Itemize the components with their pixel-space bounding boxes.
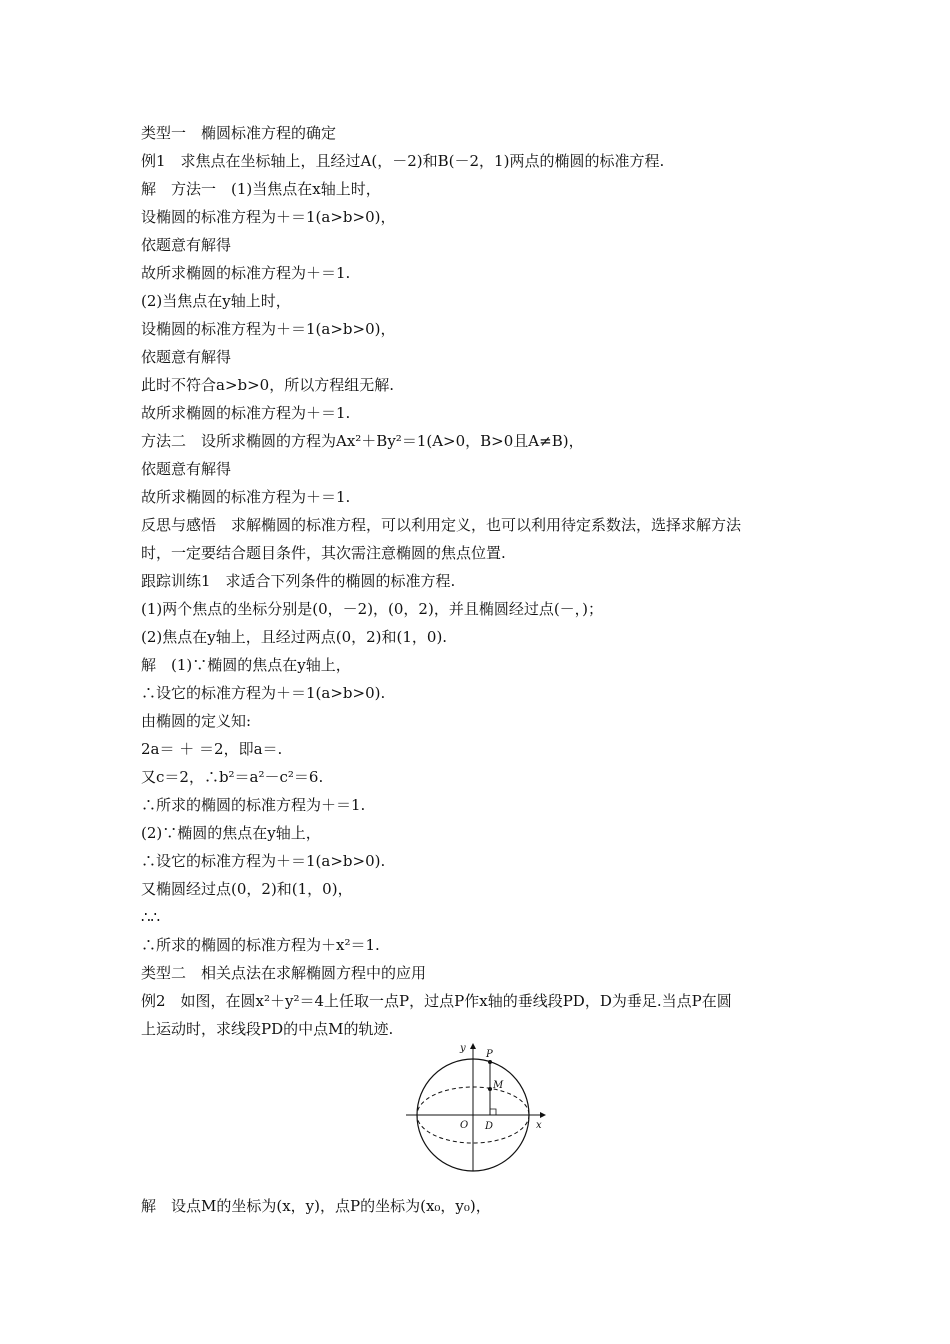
solution-line: ∴所求的椭圆的标准方程为＋x²＝1.	[141, 936, 380, 954]
solution-line: ∴设它的标准方程为＋＝1(a>b>0).	[141, 684, 386, 702]
example-2-solution: 解 设点M的坐标为(x，y)，点P的坐标为(x₀，y₀)，	[141, 1197, 491, 1215]
solution-line: 故所求椭圆的标准方程为＋＝1.	[141, 488, 351, 506]
solution-line: 又c＝2，∴b²＝a²－c²＝6.	[141, 768, 324, 786]
solution-line: ∴所求的椭圆的标准方程为＋＝1.	[141, 796, 366, 814]
x-axis-arrow	[540, 1112, 546, 1118]
reflection-line: 时，一定要结合题目条件，其次需注意椭圆的焦点位置.	[141, 544, 506, 562]
circle-ellipse-figure	[400, 1037, 550, 1177]
solution-line: 依题意有解得	[141, 348, 232, 366]
example-1-statement: 例1 求焦点在坐标轴上，且经过A(，－2)和B(－2，1)两点的椭圆的标准方程.	[141, 152, 665, 170]
solution-line: 依题意有解得	[141, 460, 232, 478]
label-y: y	[460, 1043, 466, 1054]
solution-line: 2a＝ ＋ ＝2，即a＝.	[141, 740, 283, 758]
solution-line: (2)∵椭圆的焦点在y轴上，	[141, 824, 321, 842]
practice-item: (1)两个焦点的坐标分别是(0，－2)，(0，2)，并且椭圆经过点(－，)；	[141, 600, 604, 618]
solution-line: (2)当焦点在y轴上时，	[141, 292, 291, 310]
solution-line: 又椭圆经过点(0，2)和(1，0)，	[141, 880, 353, 898]
practice-heading: 跟踪训练1 求适合下列条件的椭圆的标准方程.	[141, 572, 456, 590]
label-o: O	[460, 1120, 469, 1131]
section-heading-type-2: 类型二 相关点法在求解椭圆方程中的应用	[141, 964, 427, 982]
label-m: M	[493, 1080, 504, 1091]
label-p: P	[486, 1049, 493, 1060]
solution-line: 由椭圆的定义知:	[141, 712, 252, 730]
solution-line: ∴∴	[141, 908, 161, 926]
y-axis-arrow	[470, 1043, 476, 1049]
practice-item: (2)焦点在y轴上，且经过两点(0，2)和(1，0).	[141, 628, 448, 646]
reflection-line: 反思与感悟 求解椭圆的标准方程，可以利用定义，也可以利用待定系数法，选择求解方法	[141, 516, 742, 534]
solution-line: ∴设它的标准方程为＋＝1(a>b>0).	[141, 852, 386, 870]
solution-line: 解 方法一 (1)当焦点在x轴上时，	[141, 180, 381, 198]
example-2-statement: 上运动时，求线段PD的中点M的轨迹.	[141, 1020, 394, 1038]
solution-line: 解 (1)∵椭圆的焦点在y轴上，	[141, 656, 351, 674]
solution-line: 依题意有解得	[141, 236, 232, 254]
point-m	[488, 1087, 492, 1091]
label-d: D	[485, 1121, 494, 1132]
solution-line: 故所求椭圆的标准方程为＋＝1.	[141, 404, 351, 422]
solution-line: 故所求椭圆的标准方程为＋＝1.	[141, 264, 351, 282]
solution-line: 方法二 设所求椭圆的方程为Ax²＋By²＝1(A>0，B>0且A≠B)，	[141, 432, 584, 450]
solution-line: 设椭圆的标准方程为＋＝1(a>b>0)，	[141, 320, 396, 338]
example-2-statement: 例2 如图，在圆x²＋y²＝4上任取一点P，过点P作x轴的垂线段PD，D为垂足.当点P在圆	[141, 992, 732, 1010]
label-x: x	[536, 1120, 542, 1131]
right-angle-mark	[490, 1109, 496, 1115]
section-heading-type-1: 类型一 椭圆标准方程的确定	[141, 124, 337, 142]
solution-line: 此时不符合a>b>0，所以方程组无解.	[141, 376, 394, 394]
solution-line: 设椭圆的标准方程为＋＝1(a>b>0)，	[141, 208, 396, 226]
point-p	[488, 1060, 492, 1064]
